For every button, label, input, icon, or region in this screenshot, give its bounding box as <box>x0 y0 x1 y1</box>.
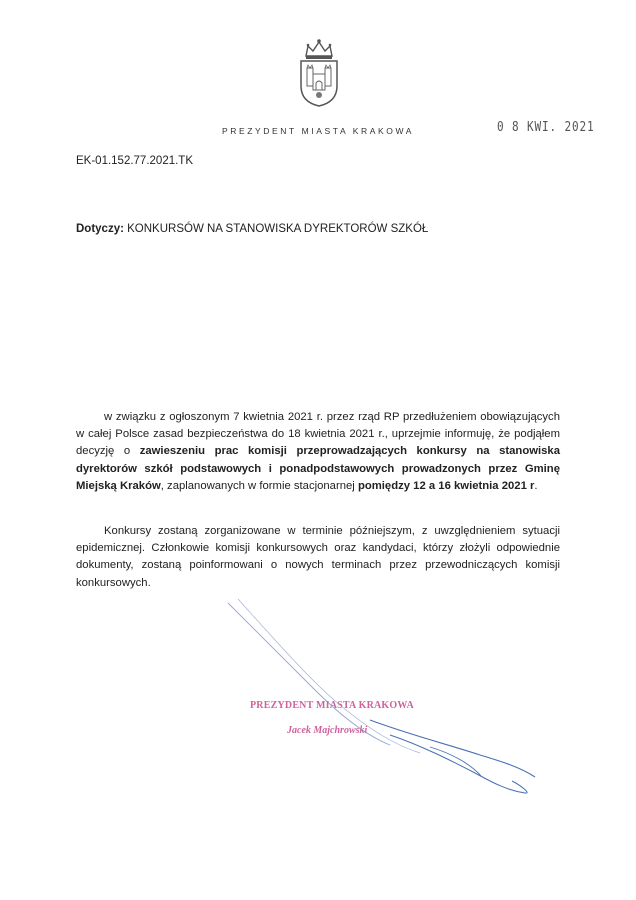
received-date-stamp: 0 8 KWI. 2021 <box>497 120 595 135</box>
body-paragraph-2: Konkursy zostaną zorganizowane w terminie późniejszym, z uwzględnieniem sytuacji epidemicznej. Członkowie komisji konkursowych oraz kandydaci, którzy złożyli odpowiednie dokumenty, zostaną poinformowani o nowych terminach przez przewodniczących komisji konkursowych. <box>76 525 560 589</box>
paragraph-text: w związku z ogłoszonym 7 kwietnia 2021 r. przez rząd RP przedłużeniem obowiązujących w całej Polsce zasad bezpieczeństwa do 18 kwietnia 2021 r., uprzejmie informuję, że podjąłem decyzję o <box>76 411 560 458</box>
body-paragraph-1 <box>76 409 560 495</box>
letterhead-title: PREZYDENT MIASTA KRAKOWA <box>221 126 415 136</box>
paragraph-bold-text: zawieszeniu prac komisji przeprowadzających konkursy na stanowiska dyrektorów szkół podstawowych i ponadpodstawowych prowadzonych przez Gminę Miejską Kraków <box>76 445 560 492</box>
handwritten-signature <box>220 595 540 805</box>
subject-label: Dotyczy: <box>76 223 124 235</box>
subject-text: KONKURSÓW NA STANOWISKA DYREKTORÓW SZKÓŁ <box>123 223 429 235</box>
krakow-coat-of-arms-icon <box>296 36 342 108</box>
subject-line <box>76 223 428 235</box>
paragraph-text: . <box>534 479 538 492</box>
signature-stamp-name: Jacek Majchrowski <box>287 725 368 736</box>
reference-number: EK-01.152.77.2021.TK <box>76 155 193 167</box>
paragraph-text: , zaplanowanych w formie stacjonarnej <box>160 479 358 492</box>
signature-stamp-title: PREZYDENT MIASTA KRAKOWA <box>250 700 414 711</box>
paragraph-bold-date: pomiędzy 12 a 16 kwietnia 2021 r <box>357 479 535 492</box>
